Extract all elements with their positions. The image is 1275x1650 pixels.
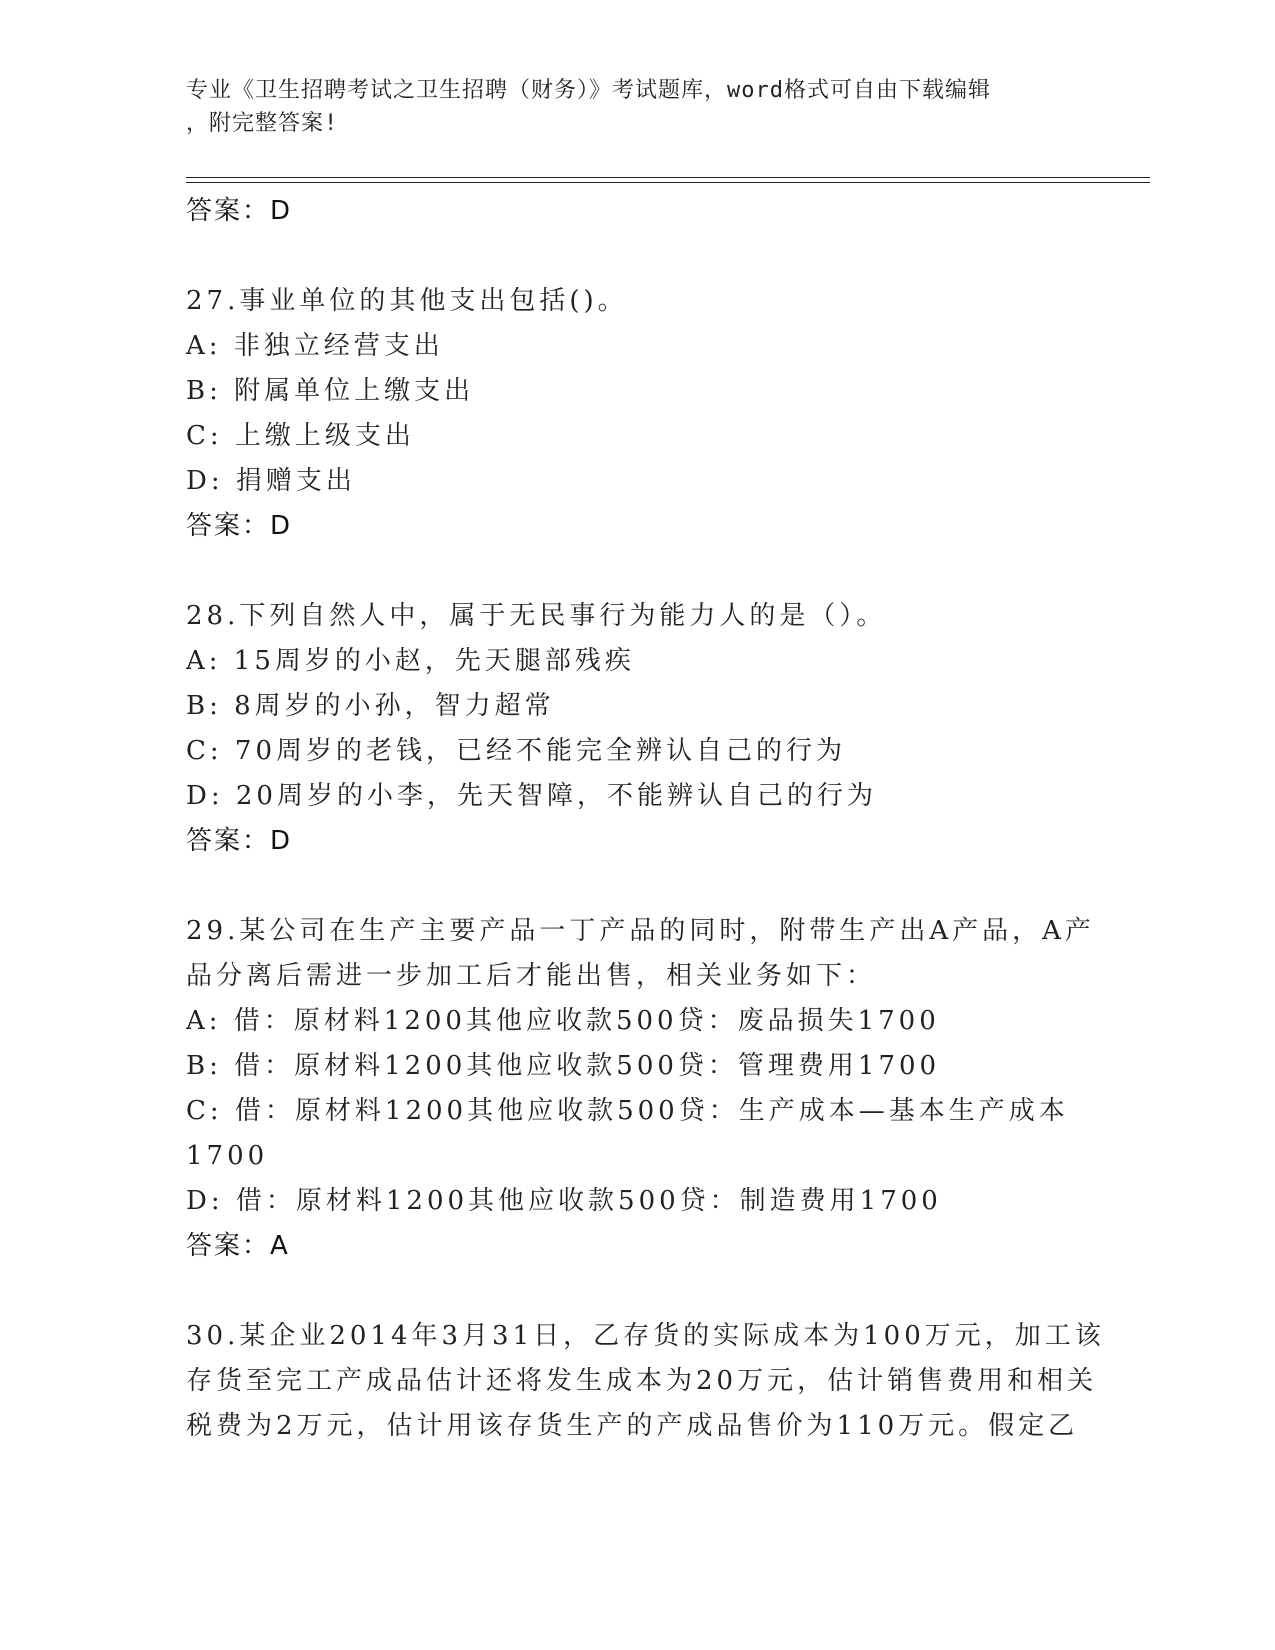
question-list (186, 189, 1105, 1449)
question-stem-line: 税费为2万元，估计用该存货生产的产成品售价为110万元。假定乙 (186, 1411, 1079, 1441)
question-block (186, 909, 1095, 1269)
header-rule-top (186, 177, 1150, 178)
question-stem-line: 30.某企业2014年3月31日，乙存货的实际成本为100万元，加工该 (186, 1321, 1105, 1351)
question-option-line: C: 上缴上级支出 (186, 421, 415, 451)
header-line-1: 专业《卫生招聘考试之卫生招聘（财务）》考试题库，word格式可自由下载编辑 (186, 78, 991, 103)
question-option-line: B: 8周岁的小孙，智力超常 (186, 691, 555, 721)
question-option-line: D: 20周岁的小李，先天智障，不能辨认自己的行为 (186, 781, 877, 811)
question-option-line: 1700 (186, 1141, 269, 1171)
question-option-line: C: 借：原材料1200其他应收款500贷：生产成本—基本生产成本 (186, 1096, 1069, 1126)
question-option-line: B: 借：原材料1200其他应收款500贷：管理费用1700 (186, 1051, 941, 1081)
question-stem-line: 存货至完工产成品估计还将发生成本为20万元，估计销售费用和相关 (186, 1366, 1098, 1396)
question-option-line: A: 非独立经营支出 (186, 331, 444, 361)
question-option-line: D: 借：原材料1200其他应收款500贷：制造费用1700 (186, 1186, 942, 1216)
document-header (186, 74, 1066, 140)
question-stem-line: 品分离后需进一步加工后才能出售，相关业务如下： (186, 961, 877, 991)
question-block (186, 594, 1086, 864)
header-rule-bottom (186, 182, 1150, 183)
question-option-line: D: 捐赠支出 (186, 466, 356, 496)
answer-line: 答案：A (186, 1231, 290, 1261)
question-option-line: A: 15周岁的小赵，先天腿部残疾 (186, 646, 635, 676)
header-line-2: ，附完整答案! (186, 111, 339, 136)
question-option-line: C: 70周岁的老钱，已经不能完全辨认自己的行为 (186, 736, 847, 766)
answer-line: 答案：D (186, 511, 293, 541)
answer-line: 答案：D (186, 826, 293, 856)
question-stem-line: 28.下列自然人中，属于无民事行为能力人的是（）。 (186, 601, 887, 631)
question-option-line: B: 附属单位上缴支出 (186, 376, 475, 406)
question-option-line: A: 借：原材料1200其他应收款500贷：废品损失1700 (186, 1006, 940, 1036)
question-block (186, 1314, 1105, 1449)
answer-line: 答案：D (186, 196, 293, 226)
question-stem-line: 27.事业单位的其他支出包括()。 (186, 286, 628, 316)
question-stem-line: 29.某公司在生产主要产品一丁产品的同时，附带生产出A产品，A产 (186, 916, 1095, 946)
question-block (186, 279, 1086, 549)
